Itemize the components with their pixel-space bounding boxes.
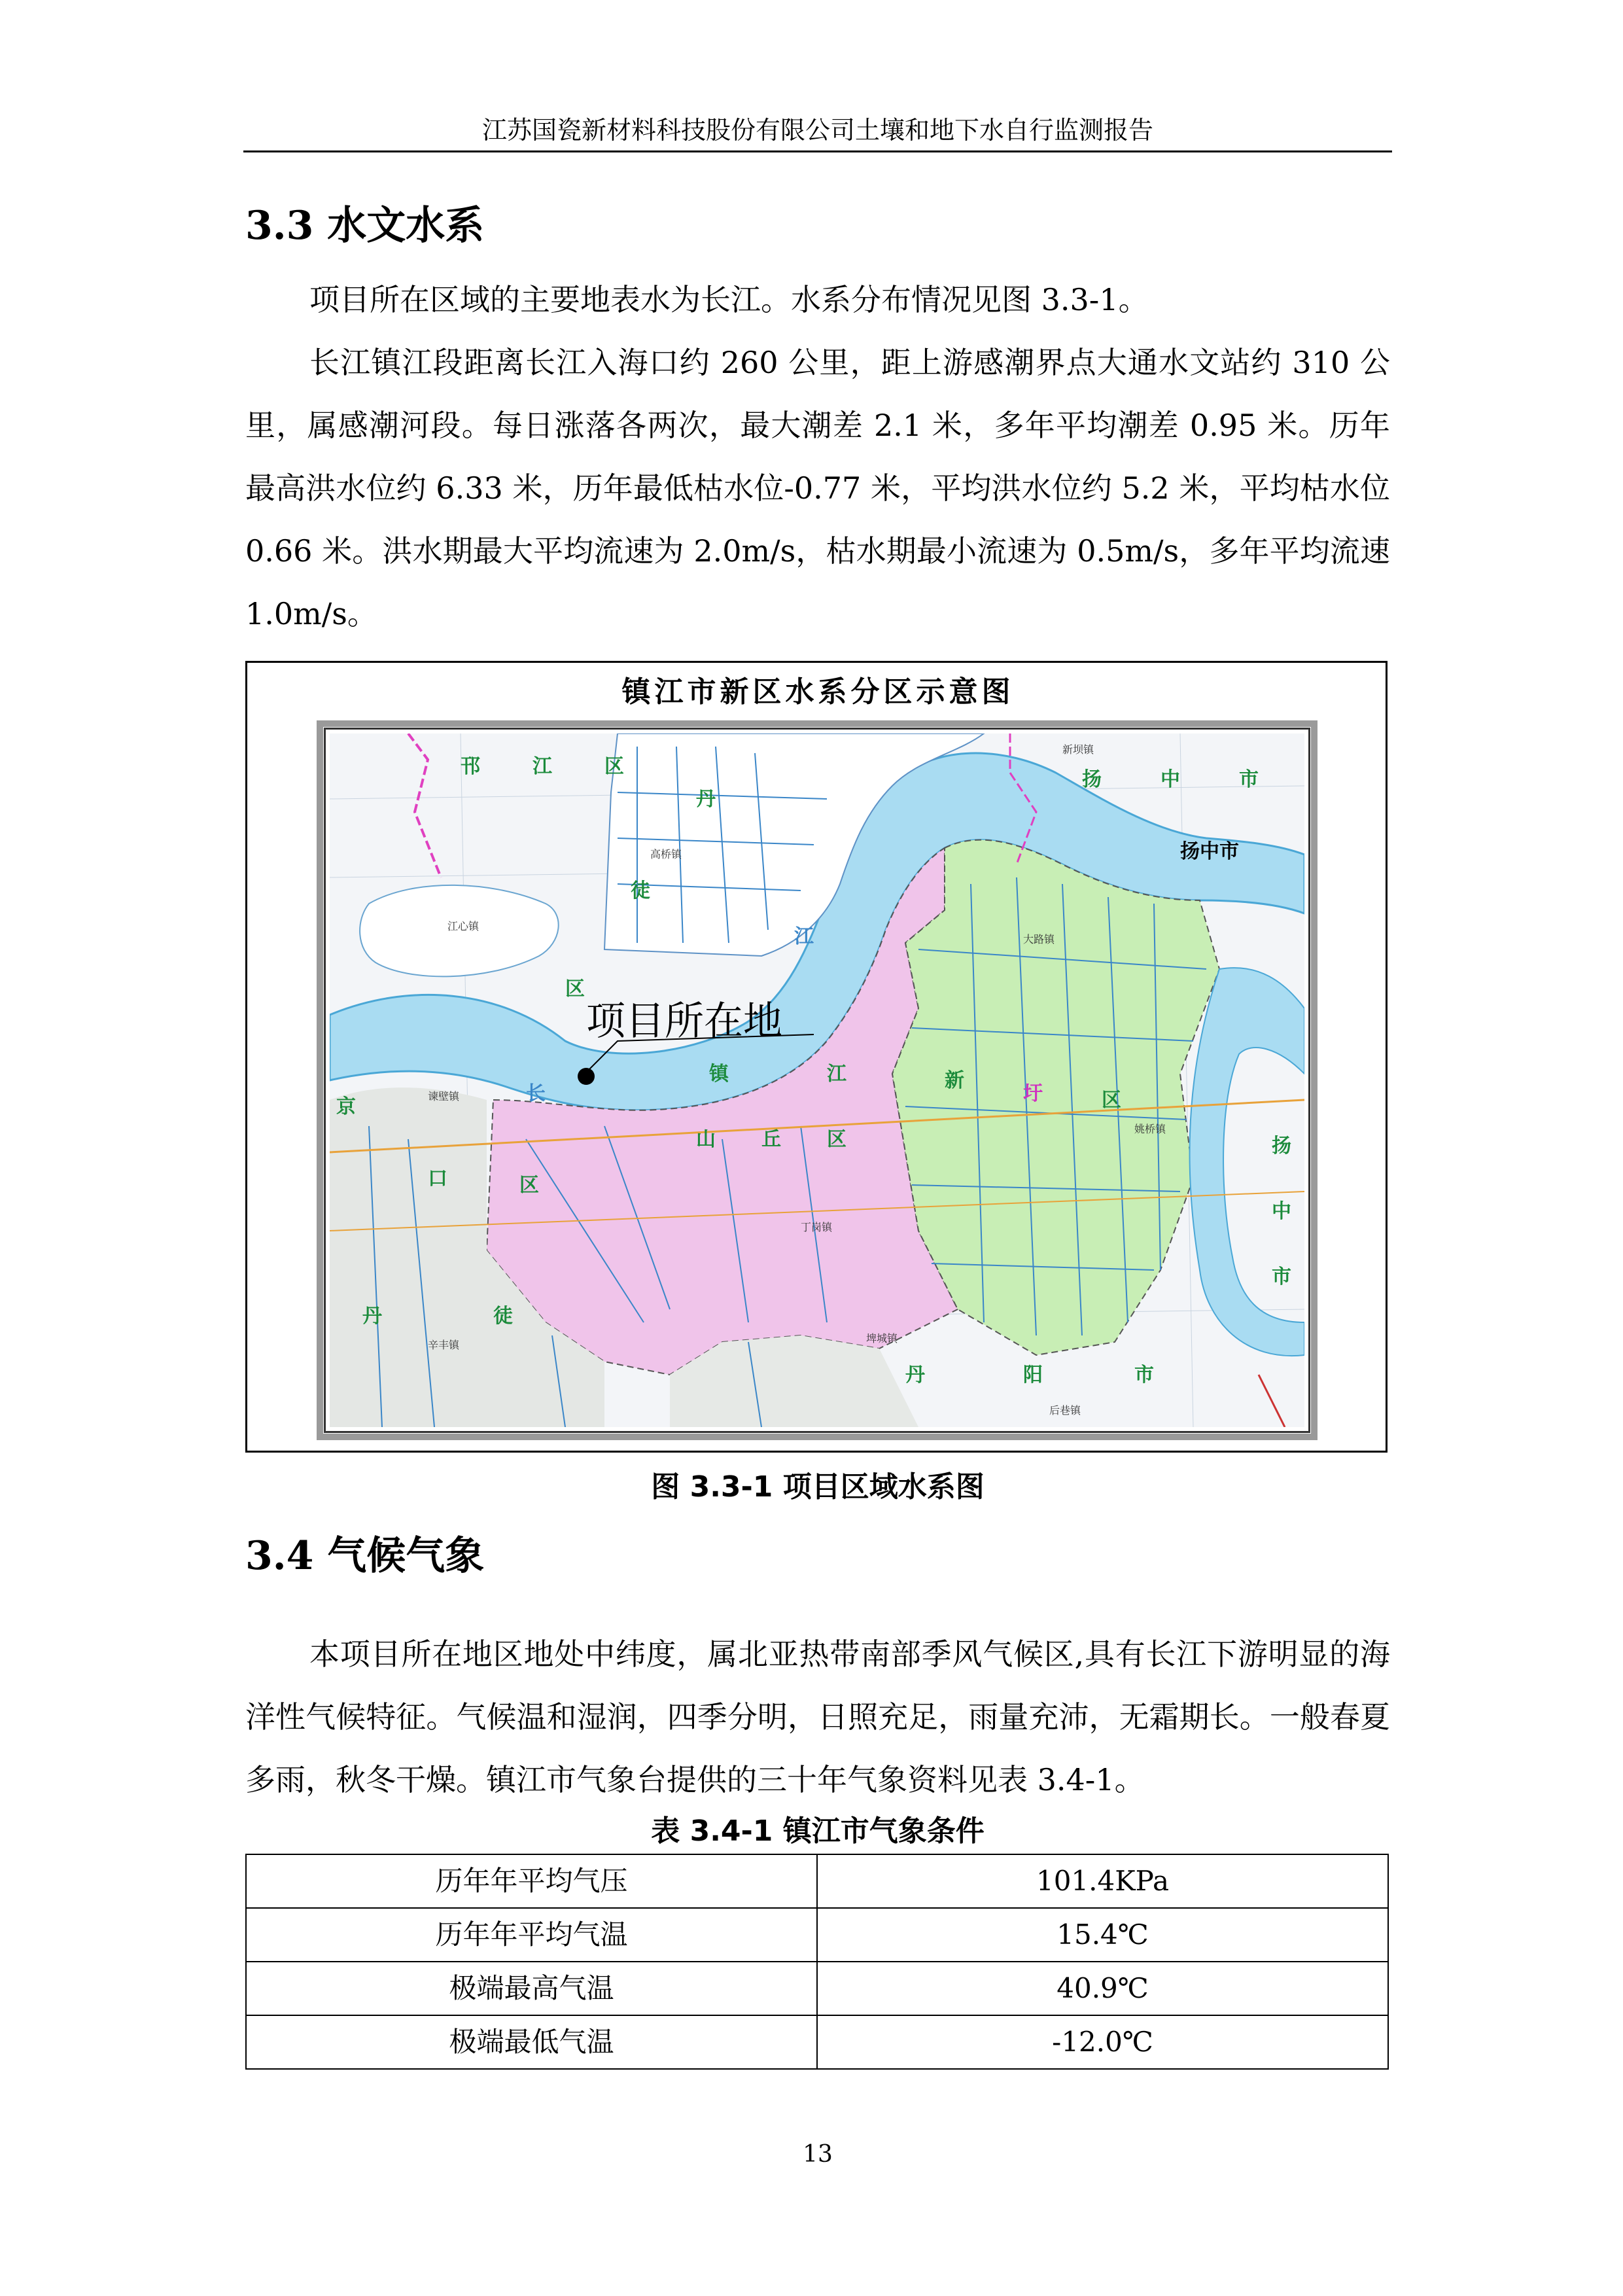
label-yangzhong-east-2: 中 bbox=[1272, 1200, 1291, 1223]
header-rule bbox=[243, 150, 1392, 152]
town-label-7: 埤城镇 bbox=[866, 1332, 898, 1345]
table-cell-label: 极端最低气温 bbox=[246, 2015, 817, 2069]
climate-paragraph: 本项目所在地区地处中纬度，属北亚热带南部季风气候区,具有长江下游明显的海洋性气候特征。气候温和湿润，四季分明，日照充足，雨量充沛，无霜期长。一般春夏多雨，秋冬干燥。镇江市气象台提供的三十年气象资料见表 3.4-1。 bbox=[245, 1636, 1390, 1797]
table-row bbox=[246, 1908, 1388, 1962]
town-label-2: 江心镇 bbox=[447, 920, 480, 932]
label-danyang-3: 市 bbox=[1134, 1364, 1154, 1386]
label-jingkou-1: 京 bbox=[336, 1095, 356, 1118]
label-xinxu-2: 圩 bbox=[1023, 1082, 1043, 1105]
label-yangzhong-east-1: 扬 bbox=[1272, 1135, 1291, 1157]
label-hanjiang-1: 邗 bbox=[461, 755, 480, 778]
table-row bbox=[246, 2015, 1388, 2069]
table-row bbox=[246, 1854, 1388, 1908]
table-cell-label: 历年年平均气压 bbox=[246, 1854, 817, 1908]
label-changjiang-1: 长 bbox=[526, 1082, 546, 1105]
label-qu-west: 区 bbox=[565, 978, 585, 1000]
label-jingkou-3: 区 bbox=[519, 1174, 539, 1197]
section-heading-climate: 3.4 气候气象 bbox=[245, 1533, 485, 1579]
town-label-6: 辛丰镇 bbox=[428, 1339, 460, 1351]
label-yangzhong-east-3: 市 bbox=[1272, 1265, 1291, 1288]
page-number: 13 bbox=[803, 2141, 833, 2168]
label-dantu-south-1: 丹 bbox=[362, 1305, 382, 1328]
town-label-5: 丁岗镇 bbox=[801, 1221, 833, 1233]
label-xinxu-1: 新 bbox=[945, 1069, 964, 1092]
table-caption: 表 3.4-1 镇江市气象条件 bbox=[651, 1814, 985, 1848]
label-shanqiu-3: 区 bbox=[827, 1128, 846, 1151]
label-danyang-2: 阳 bbox=[1023, 1364, 1043, 1386]
town-label-1: 高桥镇 bbox=[650, 848, 682, 860]
table-cell-value: -12.0℃ bbox=[817, 2015, 1388, 2069]
project-location-marker bbox=[578, 1068, 595, 1085]
label-dantu-south-2: 徒 bbox=[493, 1305, 513, 1328]
label-hanjiang-3: 区 bbox=[604, 755, 624, 778]
hydrology-paragraph-2: 长江镇江段距离长江入海口约 260 公里，距上游感潮界点大通水文站约 310 公里，属感潮河段。每日涨落各两次，最大潮差 2.1 米，多年平均潮差 0.95 米。历年最高洪水位约 6.33 米，历年最低枯水位-0.77 米，平均洪水位约 5.2 米，平均枯水位 0.66 米。洪水期最大平均流速为 2.0m/s，枯水期最小流速为 0.5m/s，多年平均流速 1.0m/s。 bbox=[245, 345, 1390, 631]
table-cell-value: 40.9℃ bbox=[817, 1962, 1388, 2015]
town-label-4: 姚桥镇 bbox=[1134, 1123, 1166, 1135]
label-yangzhong-3: 市 bbox=[1239, 768, 1259, 791]
label-zhenjiang-2: 江 bbox=[827, 1063, 846, 1086]
table-cell-label: 极端最高气温 bbox=[246, 1962, 817, 2015]
label-danyang-1: 丹 bbox=[905, 1364, 925, 1386]
town-label-8: 后巷镇 bbox=[1049, 1404, 1081, 1417]
town-label-9: 谏壁镇 bbox=[428, 1090, 460, 1103]
label-dantu-north-1: 丹 bbox=[696, 788, 716, 811]
label-yangzhong-1: 扬 bbox=[1082, 768, 1102, 791]
table-cell-value: 101.4KPa bbox=[817, 1854, 1388, 1908]
label-shanqiu-1: 山 bbox=[696, 1128, 716, 1151]
town-label-0: 新坝镇 bbox=[1062, 743, 1094, 756]
label-xinxu-3: 区 bbox=[1102, 1089, 1121, 1112]
hydrology-paragraph-1: 项目所在区域的主要地表水为长江。水系分布情况见图 3.3-1。 bbox=[309, 282, 1149, 317]
label-shanqiu-2: 丘 bbox=[761, 1128, 781, 1151]
map-border bbox=[317, 720, 1318, 1440]
label-yangzhong-city: 扬中市 bbox=[1180, 840, 1239, 863]
figure-frame bbox=[245, 661, 1387, 1453]
section-heading-hydrology: 3.3 水文水系 bbox=[245, 203, 485, 249]
weather-table bbox=[245, 1854, 1389, 2070]
label-dantu-north-2: 徒 bbox=[631, 879, 650, 902]
label-zhenjiang-1: 镇 bbox=[709, 1063, 729, 1086]
label-jingkou-2: 口 bbox=[428, 1167, 447, 1190]
map-title-strip bbox=[313, 671, 1323, 714]
label-changjiang-2: 江 bbox=[794, 925, 814, 948]
map-title: 镇江市新区水系分区示意图 bbox=[621, 675, 1015, 709]
page-header: 江苏国瓷新材料科技股份有限公司土壤和地下水自行监测报告 bbox=[481, 116, 1153, 145]
figure-caption: 图 3.3-1 项目区域水系图 bbox=[651, 1470, 985, 1504]
table-cell-label: 历年年平均气温 bbox=[246, 1908, 817, 1962]
label-yangzhong-2: 中 bbox=[1161, 768, 1180, 791]
project-location-label: 项目所在地 bbox=[586, 998, 782, 1044]
town-label-3: 大路镇 bbox=[1023, 933, 1055, 945]
label-hanjiang-2: 江 bbox=[532, 755, 552, 778]
table-row bbox=[246, 1962, 1388, 2015]
water-system-map bbox=[330, 733, 1304, 1427]
table-cell-value: 15.4℃ bbox=[817, 1908, 1388, 1962]
